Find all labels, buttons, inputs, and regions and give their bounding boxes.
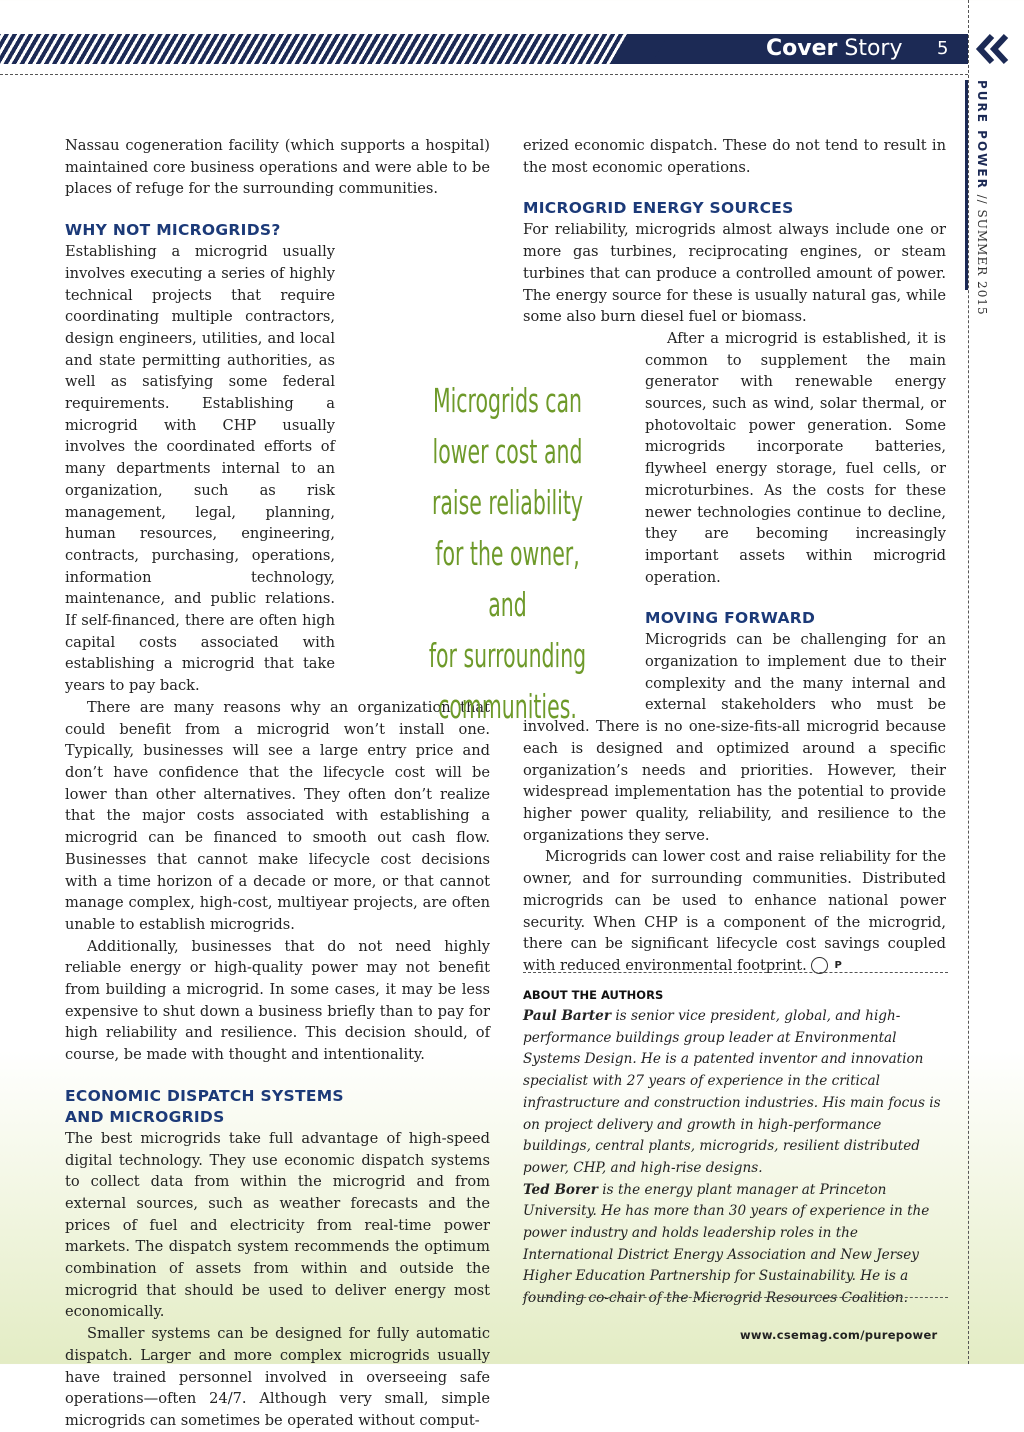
header-stripes	[0, 34, 650, 64]
authors-divider-bottom	[523, 1297, 948, 1298]
section-heading: ECONOMIC DISPATCH SYSTEMS	[65, 1086, 344, 1105]
authors-bios	[523, 1006, 951, 1310]
author-name: Paul Barter	[523, 1008, 611, 1024]
paragraph: The best microgrids take full advantage of high-speed digital technology. They use economic dispatch systems to collect data from within the microgrid and from external sources, such as weather forecasts and the prices of fuel and electricity from real-time power markets. The dispatch system recommends the optimum combination of assets from within and outside the microgrid that should be used to deliver energy most economically.	[65, 1129, 490, 1321]
section-heading: AND MICROGRIDS	[65, 1107, 225, 1126]
double-chevron-left-icon	[972, 32, 1012, 66]
paragraph: Microgrids can lower cost and raise reliability for the owner, and for surrounding communities. Distributed microgrids can be used to enhance national power security. When CHP is a component of the microgrid, there can be significant lifecycle cost savings coupled with reduced environmental footprint. P	[523, 848, 946, 974]
author-bio: Ted Borer is the energy plant manager at Princeton University. He has more than 30 years of experience in the power industry and holds leadership roles in the International District Energy Association and New Jersey Higher Education Partnership for Sustainability. He is a founding co-chair of the Microgrid Resources Coalition.	[523, 1181, 930, 1307]
pull-quote-line: raise reliability	[431, 483, 584, 522]
article-column-left	[65, 135, 490, 1432]
paragraph: erized economic dispatch. These do not tend to result in the most economic operations.	[523, 137, 946, 176]
header-divider	[0, 74, 968, 75]
paragraph: After a microgrid is established, it is common to supplement the main generator with renewable energy sources, such as wind, solar thermal, or photovoltaic power generation. Some microgrids incorporate batteries, flywheel energy storage, fuel cells, or microturbines. As the costs for these newer technologies continue to decline, they are becoming increasingly important assets within microgrid operation.	[645, 329, 946, 586]
pull-quote-line: communities.	[438, 687, 577, 726]
section-heading: MICROGRID ENERGY SOURCES	[523, 199, 794, 218]
header-band	[0, 34, 968, 64]
article-column-right	[523, 135, 946, 977]
paragraph: Additionally, businesses that do not need highly reliable energy or high-quality power may not benefit from building a microgrid. In some cases, it may be less expensive to shut down a business briefly than to pay for high reliability and resilience. This decision should, of course, be made with thought and intentionality.	[65, 937, 490, 1064]
paragraph: Establishing a microgrid usually involves executing a series of highly technical projects that require coordinating multiple contractors, design engineers, utilities, and local and state permitting authorities, as well as satisfying some federal requirements. Establishing a microgrid with CHP usually involves the coordinated efforts of many departments internal to an organization, such as risk management, legal, planning, human resources, engineering, contracts, purchasing, operations, information technology, maintenance, and public relations. If self-financed, there are often high capital costs associated with establishing a microgrid that take years to pay back.	[65, 243, 335, 695]
paragraph: Nassau cogeneration facility (which supports a hospital) maintained core business operations and were able to be places of refuge for the surrounding communities.	[65, 137, 490, 198]
section-title: Cover Story	[766, 36, 903, 61]
magazine-issue-label: PURE POWER // SUMMER 2015	[975, 80, 989, 316]
author-bio: Paul Barter is senior vice president, global, and high-performance buildings group leader at Environmental Systems Design. He is a patented inventor and innovation specialist with 27 years of experience in the critical infrastructure and construction industries. His main focus is on project delivery and growth in high-performance buildings, central plants, microgrids, resilient distributed power, CHP, and high-rise designs.	[523, 1008, 941, 1176]
authors-heading: ABOUT THE AUTHORS	[523, 988, 664, 1002]
footer-url: www.csemag.com/purepower	[740, 1328, 938, 1342]
section-heading: MOVING FORWARD	[645, 609, 816, 628]
paragraph: Microgrids can be challenging for an organization to implement due to their complexity and the many internal and external stakeholders who must be involved. There is no one-size-fits-all microgrid because each is designed and optimized around a specific organization’s needs and priorities. However, their widespread implementation has the potential to provide higher power quality, reliability, and resilience to the organizations they serve.	[523, 631, 946, 844]
pull-quote-line: lower cost and	[432, 432, 583, 471]
pull-quote-line: for the owner, and	[435, 534, 580, 624]
paragraph: There are many reasons why an organization that could benefit from a microgrid won’t install one. Typically, businesses will see a large entry price and don’t have confidence that the lifecycle cost will be lower than other alternatives. They often don’t realize that the major costs associated with establishing a microgrid can be financed to smooth out cash flow. Businesses that cannot make lifecycle cost decisions with a time horizon of a decade or more, or that cannot manage complex, high-cost, multiyear projects, are often unable to establish microgrids.	[65, 698, 490, 933]
page-number: 5	[937, 38, 949, 59]
sidebar-accent	[965, 80, 968, 290]
margin-divider	[968, 0, 969, 1364]
end-mark-icon: P	[811, 957, 828, 974]
author-name: Ted Borer	[523, 1181, 598, 1198]
section-heading: WHY NOT MICROGRIDS?	[65, 221, 281, 240]
pull-quote-line: for surrounding	[428, 636, 587, 675]
paragraph: For reliability, microgrids almost always include one or more gas turbines, reciprocating engines, or steam turbines that can produce a controlled amount of power. The energy source for these is usually natural gas, while some also burn diesel fuel or biomass.	[523, 221, 946, 326]
pull-quote-line: Microgrids can	[432, 381, 583, 420]
paragraph: Smaller systems can be designed for fully automatic dispatch. Larger and more complex microgrids usually have trained personnel involved in overseeing safe operations—often 24/7. Although very small, simple microgrids can sometimes be operated without comput-	[65, 1325, 490, 1429]
authors-divider-top	[523, 972, 948, 973]
